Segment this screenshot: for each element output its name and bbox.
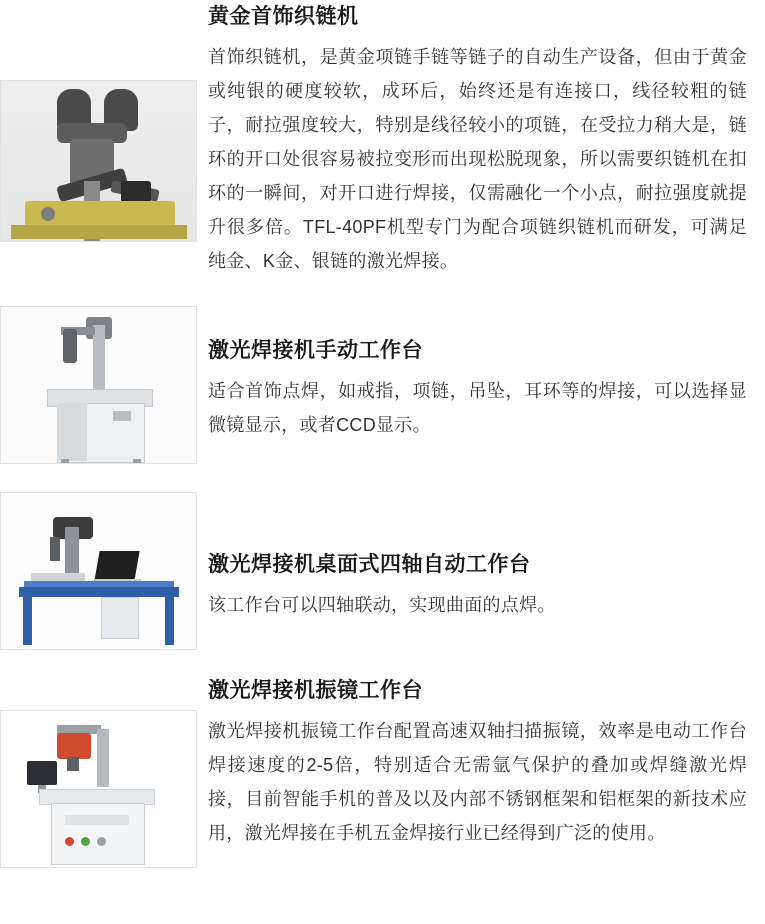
microscope-icon [63,329,77,363]
product-text-column-3 [200,492,765,622]
product-image-1 [0,80,197,242]
machine-base-icon [11,225,187,239]
cabinet-drawer-icon [65,815,129,825]
product-text-column-1 [200,2,765,278]
worktable-tray-icon [31,573,85,581]
product-section-4 [0,676,765,868]
machine-foot-right-icon [133,459,141,464]
product-title-4: 激光焊接机振镜工作台 [208,679,423,702]
bench-leg-left-icon [23,597,32,645]
microscope-icon [50,537,60,561]
product-text-column-4 [200,676,765,850]
galvo-scanner-icon [57,733,91,759]
product-title-2: 激光焊接机手动工作台 [208,339,423,362]
product-text-column-2 [200,306,765,442]
product-image-column-1 [0,2,200,242]
bench-frame-icon [19,587,179,597]
product-image-column-2 [0,306,200,464]
product-body-4: 激光焊接机振镜工作台配置高速双轴扫描振镜，效率是电动工作台焊接速度的2-5倍，特别适合无需氩气保护的叠加或焊缝激光焊接，目前智能手机的普及以及内部不锈钢框架和铝框架的新技术应用，激光焊接在手机五金焊接行业已经得到广泛的使用。 [208,721,747,843]
machine-column-icon [97,729,109,787]
product-section-1 [0,0,765,278]
machine-cabinet-icon [51,803,145,865]
product-body-2: 适合首饰点焊，如戒指，项链，吊坠，耳环等的焊接，可以选择显微镜显示，或者CCD显示。 [208,381,747,435]
product-body-3: 该工作台可以四轴联动，实现曲面的点焊。 [208,595,556,615]
laser-lens-icon [67,757,79,771]
product-image-3 [0,492,197,650]
control-box-icon [101,597,139,639]
product-image-column-4 [0,676,200,868]
control-panel-icon [113,411,131,421]
bench-leg-right-icon [165,597,174,645]
stop-button-icon [97,837,106,846]
machine-foot-left-icon [61,459,69,464]
machine-block-icon [121,181,151,203]
product-image-column-3 [0,492,200,650]
machine-cabinet-side-icon [57,403,87,461]
product-image-4 [0,710,197,868]
computer-monitor-icon [94,551,139,581]
product-image-2 [0,306,197,464]
product-title-1: 黄金首饰织链机 [208,5,359,28]
product-section-2 [0,306,765,464]
power-button-icon [65,837,74,846]
product-body-1: 首饰织链机，是黄金项链手链等链子的自动生产设备，但由于黄金或纯银的硬度较软，成环后，始终还是有连接口，线径较粗的链子，耐拉强度较大，特别是线径较小的项链，在受拉力稍大是，链环的开口处很容易被拉变形而出现松脱现象，所以需要织链机在扣环的一瞬间，对开口进行焊接，仅需融化一个小点，耐拉强度就提升很多倍。TFL-40PF机型专门为配合项链织链机而研发，可满足纯金、K金、银链的激光焊接。 [208,47,747,271]
machine-knob-icon [41,207,55,221]
product-section-3 [0,492,765,650]
product-title-3: 激光焊接机桌面式四轴自动工作台 [208,553,531,576]
computer-monitor-icon [27,761,57,785]
start-button-icon [81,837,90,846]
machine-column-icon [65,527,79,579]
